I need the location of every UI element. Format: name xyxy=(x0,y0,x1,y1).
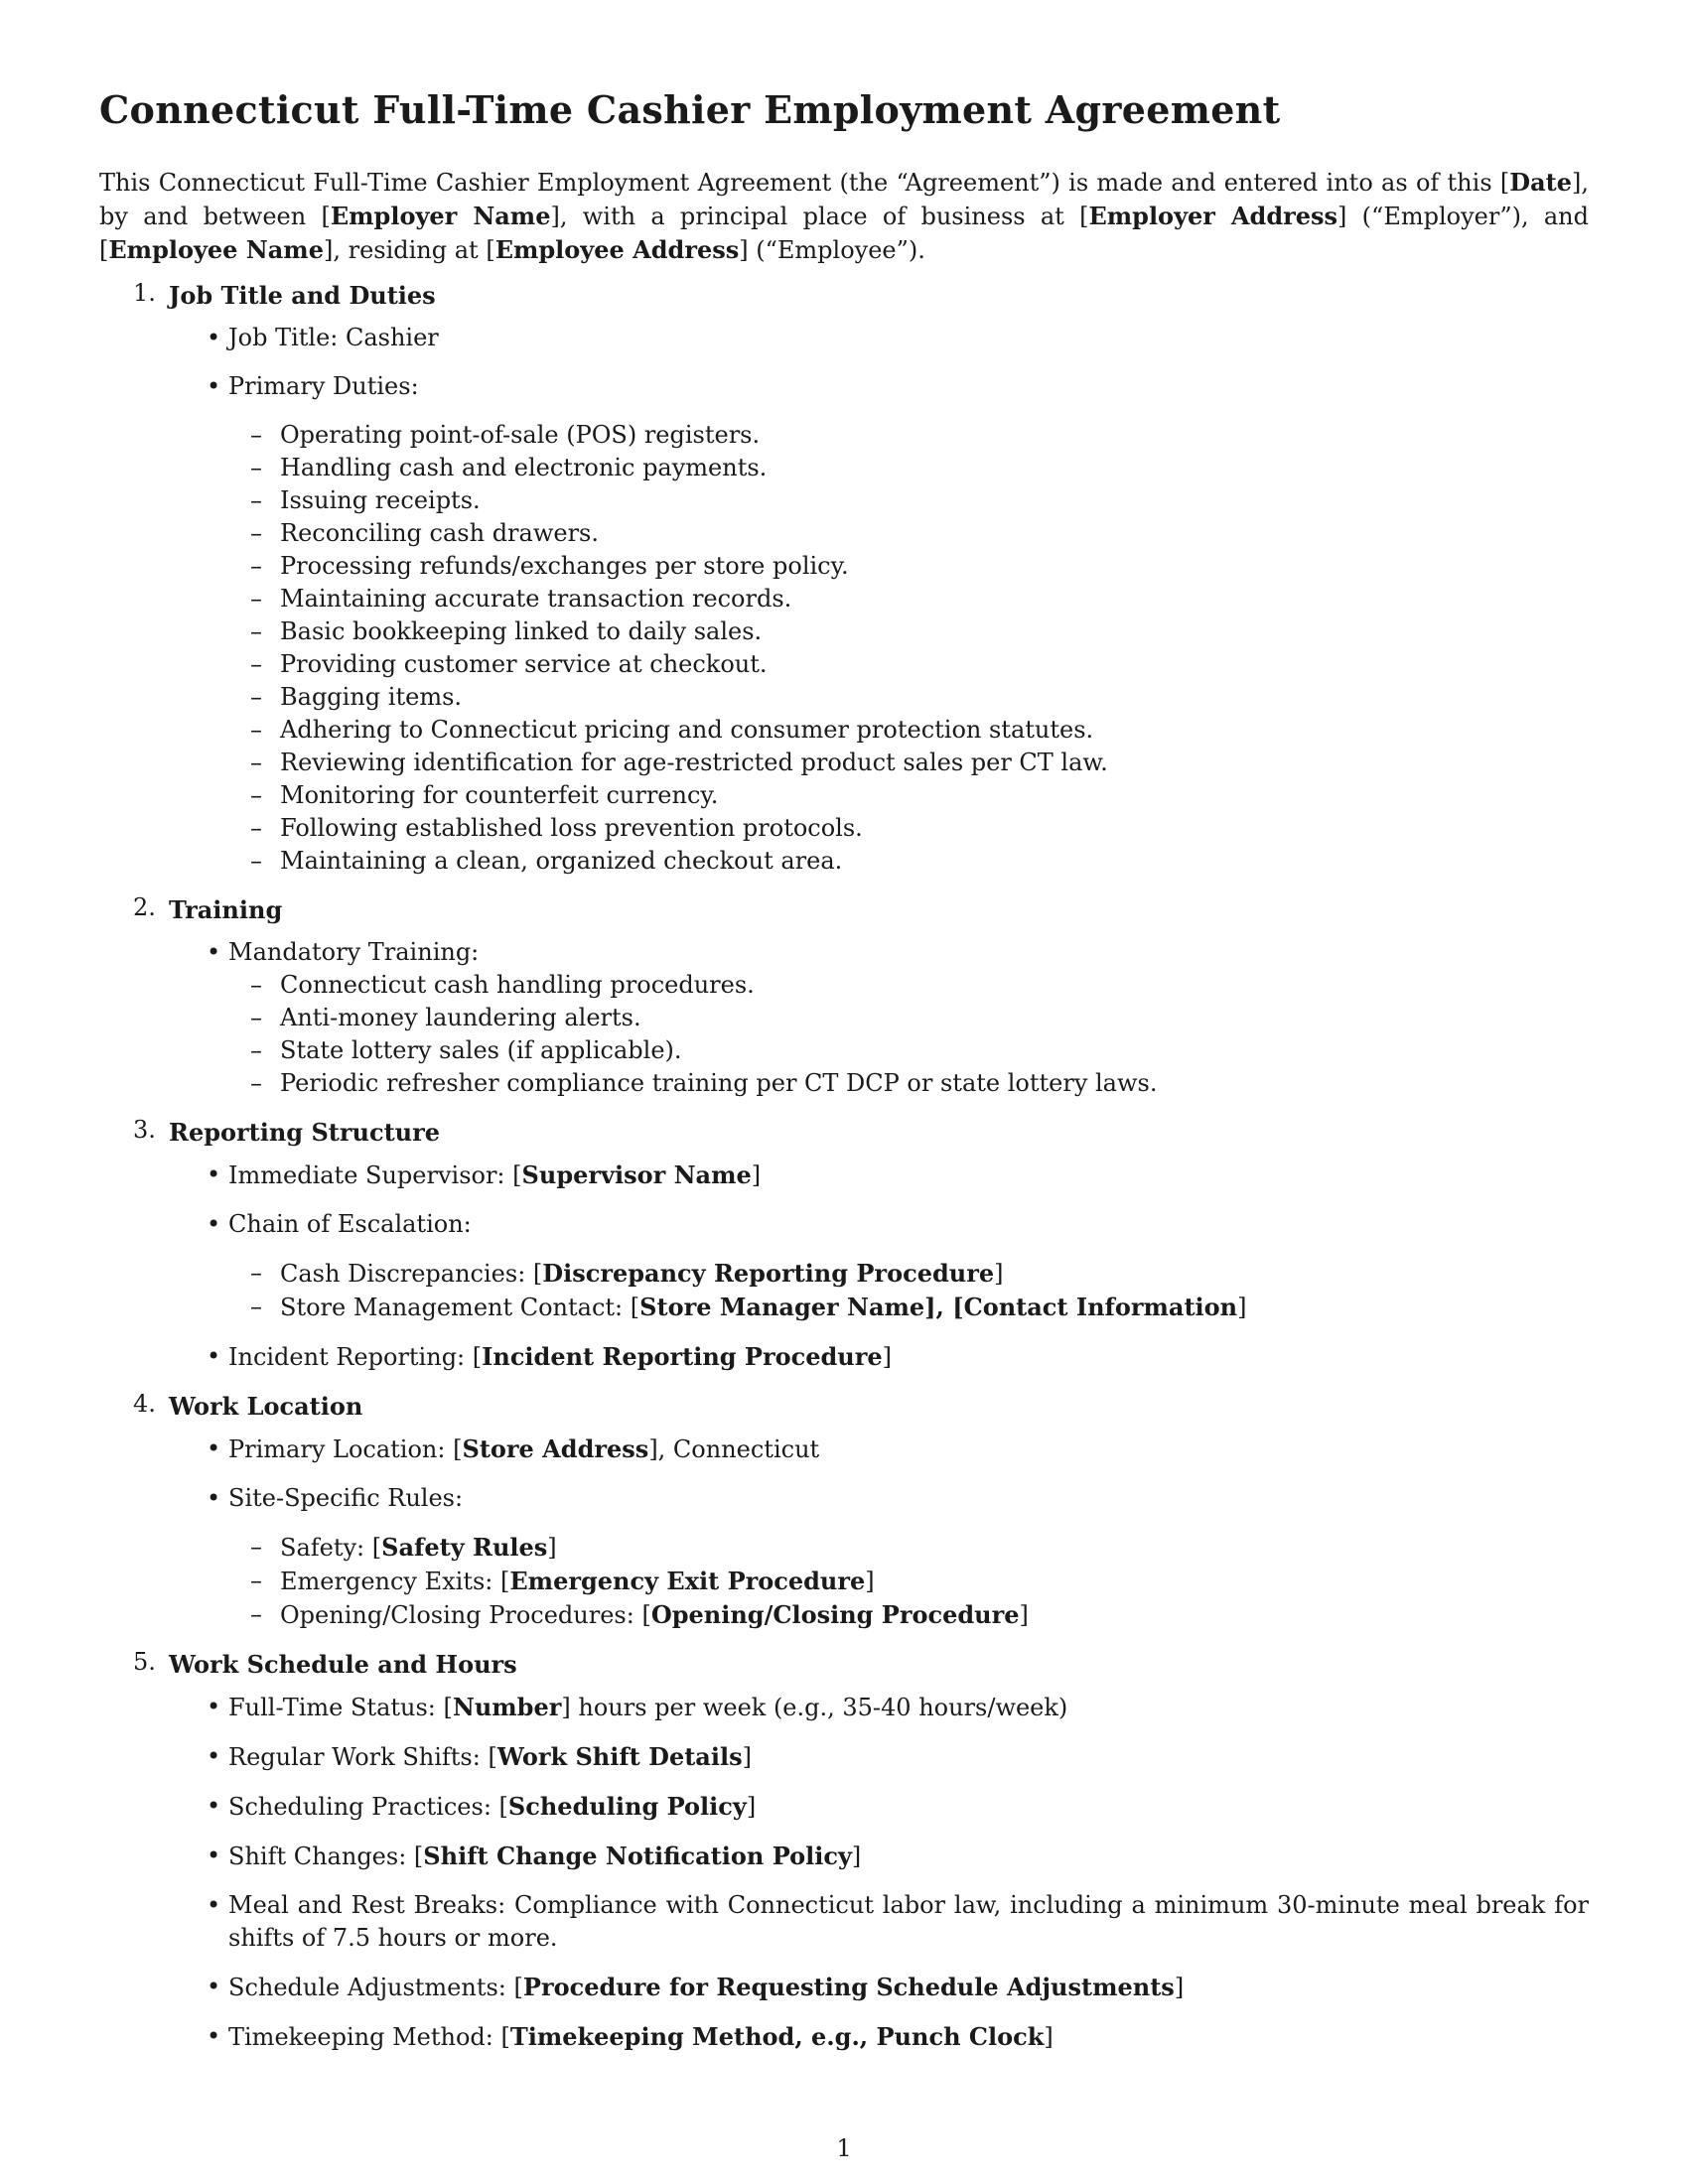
scheduling-practices-item: • Scheduling Practices: [Scheduling Policy] xyxy=(228,1790,1589,1824)
full-time-suffix: ] hours per week (e.g., 35-40 hours/week) xyxy=(561,1694,1068,1721)
duty-item: – Handling cash and electronic payments. xyxy=(280,452,1589,484)
duty-item: – Following established loss prevention protocols. xyxy=(280,812,1589,845)
incident-label: Incident Reporting: xyxy=(228,1343,473,1371)
store-manager-placeholder: Store Manager Name xyxy=(639,1293,925,1321)
bullet-list xyxy=(169,1159,1589,1374)
section-work-schedule xyxy=(133,1648,1589,2054)
duty-item: – Adhering to Connecticut pricing and consumer protection statutes. xyxy=(280,714,1589,747)
cash-label: Cash Discrepancies: xyxy=(280,1260,533,1288)
section-reporting-structure xyxy=(133,1116,1589,1374)
bullet-list xyxy=(169,1433,1589,1632)
document-page xyxy=(99,87,1589,2070)
duty-item: – Issuing receipts. xyxy=(280,484,1589,517)
schedule-adjustments-item: • Schedule Adjustments: [Procedure for Requesting Schedule Adjustments] xyxy=(228,1971,1589,2004)
separator: ], [ xyxy=(924,1293,964,1321)
training-item: – Anti-money laundering alerts. xyxy=(280,1002,1589,1034)
timekeeping-placeholder: Timekeeping Method, e.g., Punch Clock xyxy=(509,2022,1045,2051)
safety-item: – Safety: [Safety Rules] xyxy=(280,1531,1589,1565)
duty-item: – Reconciling cash drawers. xyxy=(280,517,1589,550)
store-management-item: – Store Management Contact: [Store Manager Name], [Contact Information] xyxy=(280,1291,1589,1324)
mandatory-training-label: Mandatory Training: xyxy=(228,938,480,966)
supervisor-placeholder: Supervisor Name xyxy=(521,1160,752,1189)
duty-item: – Basic bookkeeping linked to daily sales. xyxy=(280,615,1589,648)
duty-item: – Processing refunds/exchanges per store policy. xyxy=(280,550,1589,583)
employee-address-placeholder: Employee Address xyxy=(494,235,740,264)
section-number: 3. xyxy=(133,1116,156,1144)
employee-name-placeholder: Employee Name xyxy=(108,235,324,264)
bullet-list xyxy=(169,1691,1589,2054)
shift-changes-label: Shift Changes: xyxy=(228,1843,414,1870)
chain-label: Chain of Escalation: xyxy=(228,1210,472,1238)
section-training xyxy=(133,893,1589,1100)
adjustment-procedure-placeholder: Procedure for Requesting Schedule Adjustments xyxy=(522,1973,1175,2001)
primary-location-label: Primary Location: xyxy=(228,1435,454,1463)
intro-text: ] (“Employee”). xyxy=(739,236,925,264)
duty-item: – Operating point-of-sale (POS) registers. xyxy=(280,419,1589,452)
page-number: 1 xyxy=(836,2134,852,2162)
section-title: Training xyxy=(169,895,283,924)
training-item: – State lottery sales (if applicable). xyxy=(280,1034,1589,1067)
incident-procedure-placeholder: Incident Reporting Procedure xyxy=(482,1342,883,1371)
duty-item: – Bagging items. xyxy=(280,681,1589,714)
section-title: Work Schedule and Hours xyxy=(169,1650,517,1679)
escalation-list xyxy=(228,1257,1589,1324)
sections-list xyxy=(99,279,1589,2054)
section-number: 4. xyxy=(133,1390,156,1418)
training-list xyxy=(228,969,1589,1100)
intro-text: ], residing at [ xyxy=(323,236,495,264)
duty-item: – Maintaining accurate transaction records. xyxy=(280,583,1589,615)
duty-item: – Maintaining a clean, organized checkout area. xyxy=(280,845,1589,878)
shift-change-policy-placeholder: Shift Change Notification Policy xyxy=(423,1842,852,1870)
exit-procedure-placeholder: Emergency Exit Procedure xyxy=(509,1567,866,1595)
number-placeholder: Number xyxy=(452,1693,562,1721)
employer-address-placeholder: Employer Address xyxy=(1088,202,1338,230)
chain-of-escalation-item xyxy=(228,1208,1589,1324)
shift-details-placeholder: Work Shift Details xyxy=(496,1742,743,1771)
primary-duties-item xyxy=(228,370,1589,878)
timekeeping-item: • Timekeeping Method: [Timekeeping Method, e.g., Punch Clock] xyxy=(228,2020,1589,2054)
intro-text: ], by and between [ xyxy=(99,169,1589,230)
section-title: Reporting Structure xyxy=(169,1118,441,1147)
duty-item: – Monitoring for counterfeit currency. xyxy=(280,779,1589,812)
scheduling-label: Scheduling Practices: xyxy=(228,1793,499,1821)
section-job-title-duties xyxy=(133,279,1589,878)
section-work-location xyxy=(133,1390,1589,1632)
supervisor-item: • Immediate Supervisor: [Supervisor Name] xyxy=(228,1159,1589,1192)
adjustments-label: Schedule Adjustments: xyxy=(228,1974,514,2001)
mandatory-training-item xyxy=(228,936,1589,1100)
intro-text: ] (“Employer”), and [ xyxy=(99,203,1589,264)
intro-text: This Connecticut Full-Time Cashier Employment Agreement (the “Agreement”) is made and entered into as of this [ xyxy=(99,169,1510,197)
primary-location-item: • Primary Location: [Store Address], Connecticut xyxy=(228,1433,1589,1466)
shifts-label: Regular Work Shifts: xyxy=(228,1743,489,1771)
safety-label: Safety: xyxy=(280,1534,372,1562)
training-item: – Periodic refresher compliance training per CT DCP or state lottery laws. xyxy=(280,1067,1589,1100)
intro-paragraph xyxy=(99,166,1589,267)
store-address-placeholder: Store Address xyxy=(462,1434,649,1463)
section-title: Job Title and Duties xyxy=(169,281,436,310)
date-placeholder: Date xyxy=(1509,168,1572,197)
store-label: Store Management Contact: xyxy=(280,1294,631,1321)
intro-text: ], with a principal place of business at [ xyxy=(550,203,1089,230)
duties-list xyxy=(228,419,1589,878)
site-rules-list xyxy=(228,1531,1589,1632)
shift-changes-item: • Shift Changes: [Shift Change Notification Policy] xyxy=(228,1840,1589,1873)
scheduling-policy-placeholder: Scheduling Policy xyxy=(507,1792,747,1821)
section-number: 2. xyxy=(133,893,156,921)
job-title-item: • Job Title: Cashier xyxy=(228,322,1589,354)
section-number: 1. xyxy=(133,279,156,307)
exits-label: Emergency Exits: xyxy=(280,1568,501,1595)
primary-duties-label: Primary Duties: xyxy=(228,372,419,400)
full-time-label: Full-Time Status: xyxy=(228,1694,444,1721)
discrepancy-procedure-placeholder: Discrepancy Reporting Procedure xyxy=(542,1259,995,1288)
bullet-list xyxy=(169,936,1589,1100)
opening-closing-placeholder: Opening/Closing Procedure xyxy=(650,1600,1020,1629)
safety-rules-placeholder: Safety Rules xyxy=(381,1533,548,1562)
employer-name-placeholder: Employer Name xyxy=(330,202,551,230)
meal-breaks-item: • Meal and Rest Breaks: Compliance with Connecticut labor law, including a minimum 30-minute meal break for shifts of 7.5 hours or more. xyxy=(228,1889,1589,1955)
section-number: 5. xyxy=(133,1648,156,1676)
opening-closing-item: – Opening/Closing Procedures: [Opening/Closing Procedure] xyxy=(280,1598,1589,1632)
site-rules-label: Site-Specific Rules: xyxy=(228,1484,464,1512)
full-time-status-item: • Full-Time Status: [Number] hours per week (e.g., 35-40 hours/week) xyxy=(228,1691,1589,1724)
duty-item: – Providing customer service at checkout. xyxy=(280,648,1589,681)
primary-location-suffix: ], Connecticut xyxy=(648,1435,820,1463)
supervisor-label: Immediate Supervisor: xyxy=(228,1161,513,1189)
duty-item: – Reviewing identification for age-restricted product sales per CT law. xyxy=(280,747,1589,779)
work-shifts-item: • Regular Work Shifts: [Work Shift Details] xyxy=(228,1740,1589,1774)
section-title: Work Location xyxy=(169,1392,363,1421)
site-rules-item xyxy=(228,1482,1589,1632)
contact-info-placeholder: Contact Information xyxy=(963,1293,1238,1321)
incident-reporting-item: • Incident Reporting: [Incident Reporting Procedure] xyxy=(228,1340,1589,1374)
bullet-list xyxy=(169,322,1589,878)
emergency-exits-item: – Emergency Exits: [Emergency Exit Procedure] xyxy=(280,1565,1589,1598)
opening-closing-label: Opening/Closing Procedures: xyxy=(280,1601,642,1629)
document-title: Connecticut Full-Time Cashier Employment Agreement xyxy=(99,87,1281,132)
timekeeping-label: Timekeeping Method: xyxy=(228,2023,501,2051)
cash-discrepancies-item: – Cash Discrepancies: [Discrepancy Reporting Procedure] xyxy=(280,1257,1589,1291)
training-item: – Connecticut cash handling procedures. xyxy=(280,969,1589,1002)
